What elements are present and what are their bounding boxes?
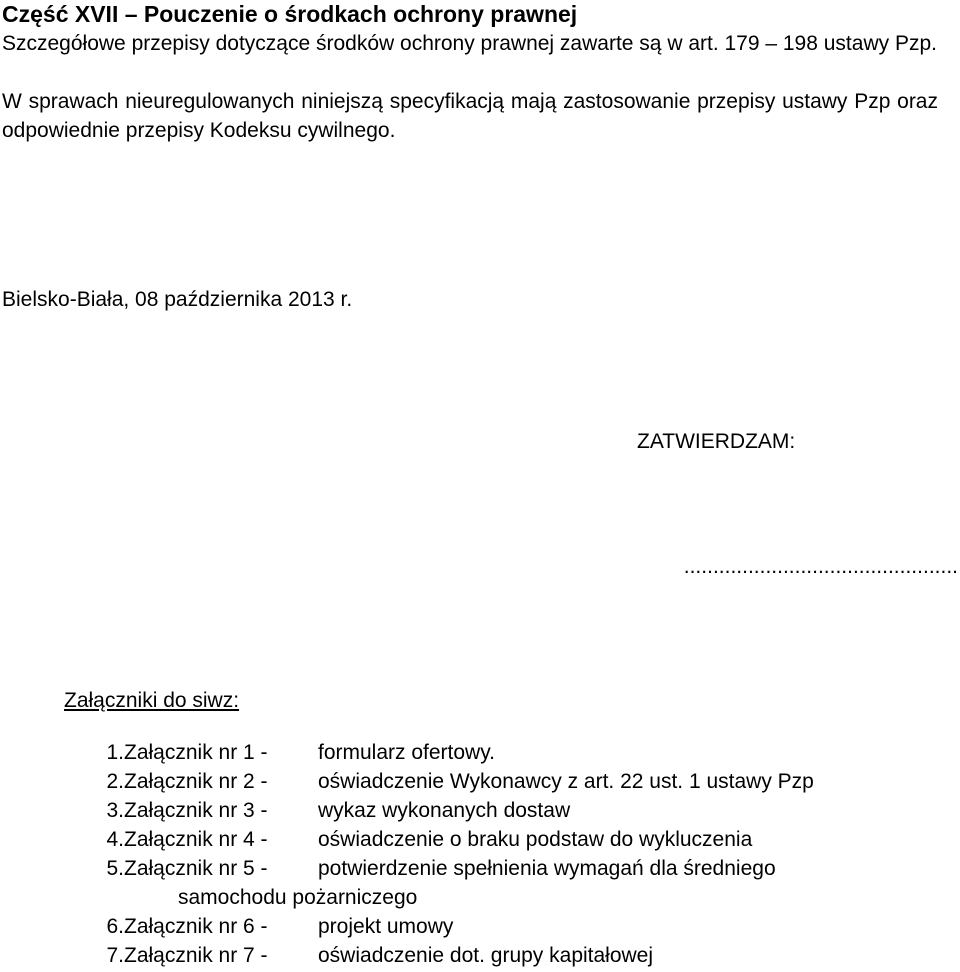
attachment-description: wykaz wykonanych dostaw xyxy=(318,799,571,822)
attachment-item-4 xyxy=(0,825,960,854)
attachment-name: Załącznik nr 3 - xyxy=(124,799,268,822)
attachment-item-3 xyxy=(0,796,960,825)
place-and-date: Bielsko-Biała, 08 października 2013 r. xyxy=(2,288,353,311)
attachment-number: 1. xyxy=(106,741,124,764)
attachment-item-5 xyxy=(0,854,960,912)
attachment-number: 2. xyxy=(106,770,124,793)
attachment-description: oświadczenie Wykonawcy z art. 22 ust. 1 ustawy Pzp xyxy=(318,770,814,793)
attachment-description: formularz ofertowy. xyxy=(318,741,495,764)
attachment-description-continuation: samochodu pożarniczego xyxy=(178,886,418,909)
attachment-item-2 xyxy=(0,767,960,796)
attachments-list xyxy=(0,738,960,970)
attachment-name: Załącznik nr 1 - xyxy=(124,741,268,764)
attachment-item-6 xyxy=(0,912,960,941)
attachments-title: Załączniki do siwz: xyxy=(64,689,240,712)
attachment-name: Załącznik nr 5 - xyxy=(124,857,268,880)
attachment-description: projekt umowy xyxy=(318,915,454,938)
attachment-item-7 xyxy=(0,941,960,970)
paragraph-legal-remedies: Szczegółowe przepisy dotyczące środków ochrony prawnej zawarte są w art. 179 – 198 ustawy Pzp. xyxy=(2,32,937,55)
signature-line: ............................................... xyxy=(683,555,958,578)
paragraph-unregulated-matters: W sprawach nieuregulowanych niniejszą specyfikacją mają zastosowanie przepisy ustawy Pzp oraz odpowiednie przepisy Kodeksu cywilnego. xyxy=(2,90,938,142)
attachment-description: oświadczenie o braku podstaw do wykluczenia xyxy=(318,828,753,851)
attachment-number: 5. xyxy=(106,857,124,880)
attachment-number: 6. xyxy=(106,915,124,938)
attachment-description: oświadczenie dot. grupy kapitałowej xyxy=(318,944,654,967)
attachment-name: Załącznik nr 2 - xyxy=(124,770,268,793)
approval-label: ZATWIERDZAM: xyxy=(637,430,796,453)
attachment-number: 3. xyxy=(106,799,124,822)
attachment-name: Załącznik nr 6 - xyxy=(124,915,268,938)
attachment-description: potwierdzenie spełnienia wymagań dla średniego xyxy=(318,857,776,880)
attachment-name: Załącznik nr 7 - xyxy=(124,944,268,967)
attachment-number: 7. xyxy=(106,944,124,967)
attachment-item-1 xyxy=(0,738,960,767)
attachment-number: 4. xyxy=(106,828,124,851)
attachment-name: Załącznik nr 4 - xyxy=(124,828,268,851)
section-heading: Część XVII – Pouczenie o środkach ochrony prawnej xyxy=(2,1,578,27)
